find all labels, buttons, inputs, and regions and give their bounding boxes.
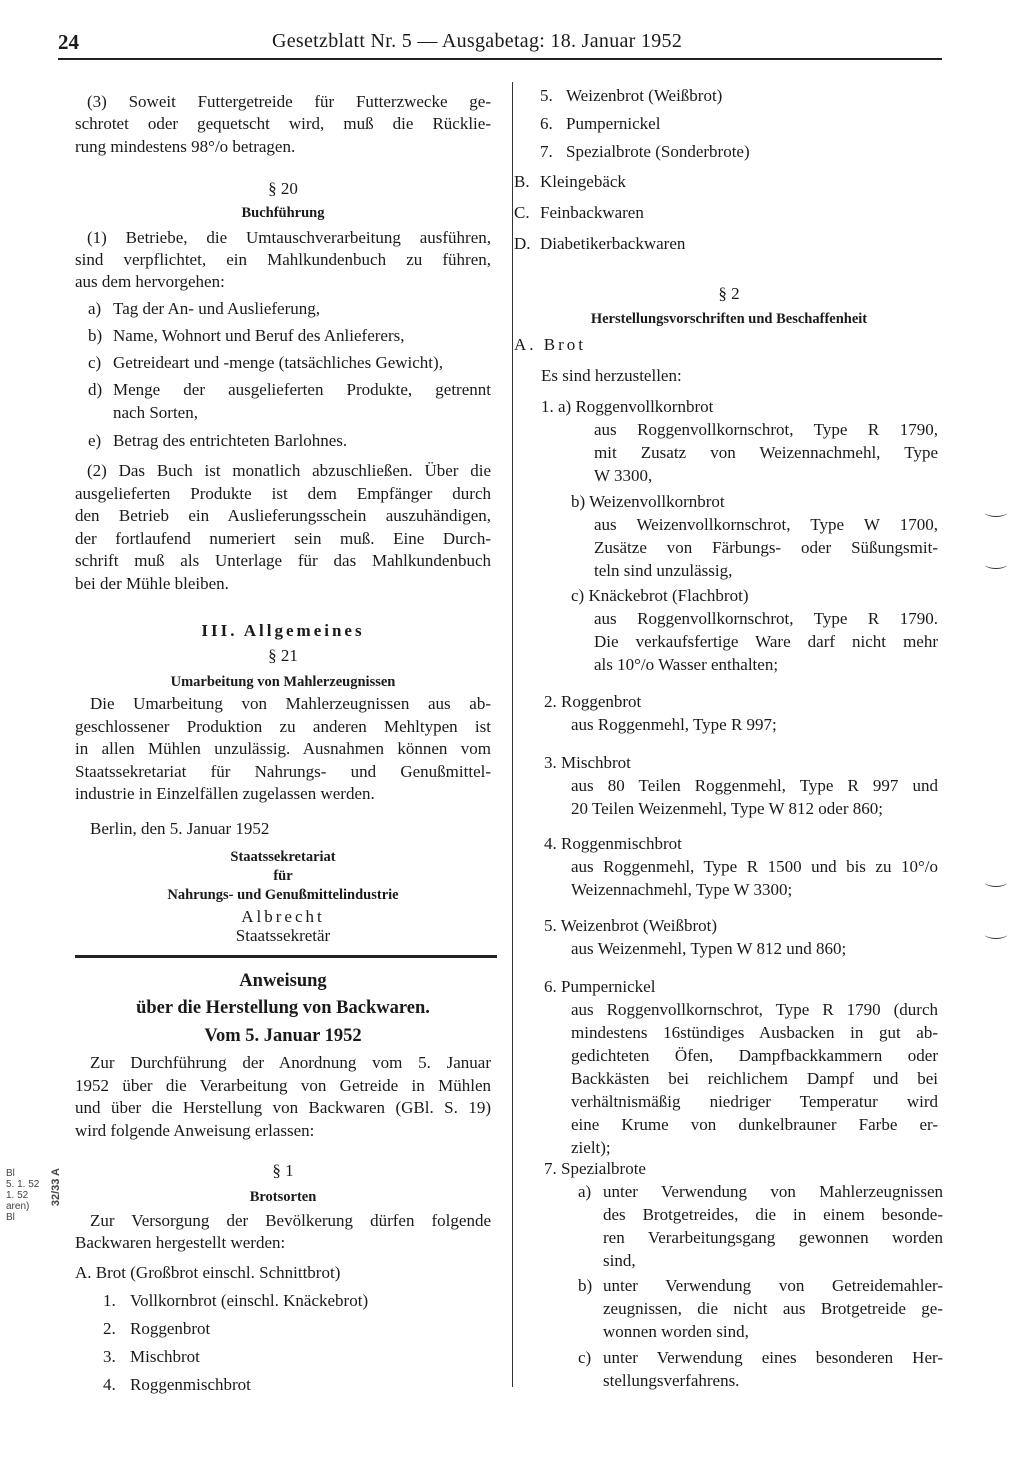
list-marker: 1. — [103, 1291, 116, 1310]
list-item-label: 2. Roggenbrot — [544, 692, 642, 711]
paragraph-line: (3) Soweit Futtergetreide für Futterzwecke ge- — [87, 92, 491, 111]
paragraph-line: sind verpflichtet, ein Mahlkundenbuch zu führen, — [75, 250, 491, 269]
page-number: 24 — [58, 30, 79, 54]
list-item-text: Diabetikerbackwaren — [540, 234, 686, 253]
signature-org: für — [273, 868, 293, 884]
list-item-text: verhältnismäßig niedriger Temperatur wird — [571, 1092, 938, 1111]
list-marker: c) — [88, 353, 102, 372]
document-date: Vom 5. Januar 1952 — [204, 1026, 362, 1046]
list-item-text: 20 Teilen Weizenmehl, Type W 812 oder 860; — [571, 799, 883, 818]
list-item-text: als 10°/o Wasser enthalten; — [594, 655, 779, 674]
list-item-text: ren Verarbeitungsgang gewonnen worden — [603, 1228, 943, 1247]
paragraph-line: 1952 über die Verarbeitung von Getreide in Mühlen — [75, 1075, 491, 1095]
list-marker: d) — [88, 380, 103, 399]
list-heading: A. Brot — [514, 335, 586, 354]
paragraph-line: Zur Versorgung der Bevölkerung dürfen folgende — [90, 1211, 491, 1230]
list-item-text: des Brotgetreides, die in einem besonde- — [603, 1205, 943, 1224]
list-marker: D. — [514, 234, 531, 253]
list-marker: C. — [514, 203, 530, 222]
margin-tick-mark — [985, 878, 1007, 887]
list-item-text: aus Weizenmehl, Typen W 812 und 860; — [571, 939, 847, 958]
list-item-text: stellungsverfahrens. — [603, 1371, 740, 1390]
paragraph-line: den Betrieb ein Auslieferungsschein auszuhändigen, — [75, 506, 491, 525]
section-title: Brotsorten — [249, 1189, 317, 1205]
list-item-text: aus 80 Teilen Roggenmehl, Type R 997 und — [571, 776, 938, 795]
list-item-label: 7. Spezialbrote — [544, 1159, 646, 1178]
list-marker: e) — [88, 431, 102, 450]
list-marker: a) — [578, 1182, 592, 1201]
margin-tick-mark — [985, 560, 1007, 569]
list-item-text: Getreideart und -menge (tatsächliches Gewicht), — [113, 353, 443, 372]
list-item-text: Vollkornbrot (einschl. Knäckebrot) — [130, 1291, 369, 1310]
paragraph-line: rung mindestens 98°/o betragen. — [75, 137, 296, 156]
list-item-text: gedichteten Öfen, Dampfbackkammern oder — [571, 1046, 938, 1065]
list-item-text: Kleingebäck — [540, 172, 626, 191]
section-number: § 1 — [272, 1161, 294, 1180]
running-header: Gesetzblatt Nr. 5 — Ausgabetag: 18. Januar 1952 — [272, 30, 683, 52]
list-item-text: mindestens 16stündiges Ausbacken in gut ab- — [571, 1023, 938, 1042]
list-item-text: Weizenbrot (Weißbrot) — [566, 86, 723, 105]
list-marker: b) — [88, 326, 103, 345]
section-separator-rule — [75, 955, 497, 958]
signature-org: Nahrungs- und Genußmittelindustrie — [167, 887, 399, 903]
paragraph-line: ausgelieferten Produkte ist dem Empfänger durch — [75, 483, 491, 503]
paragraph-line: (2) Das Buch ist monatlich abzuschließen. Über die — [87, 461, 491, 480]
list-item-text: Name, Wohnort und Beruf des Anlieferers, — [113, 326, 405, 345]
paragraph-line: Backwaren hergestellt werden: — [75, 1233, 286, 1252]
paragraph-line: wird folgende Anweisung erlassen: — [75, 1120, 315, 1140]
list-marker: b) — [578, 1276, 593, 1295]
list-heading: A. Brot (Großbrot einschl. Schnittbrot) — [75, 1263, 341, 1282]
list-item-label: 1. a) Roggenvollkornbrot — [541, 397, 714, 416]
list-item-text: Feinbackwaren — [540, 203, 644, 222]
list-item-label: 6. Pumpernickel — [544, 977, 656, 996]
list-item-text: Weizennachmehl, Type W 3300; — [571, 880, 793, 899]
section-number: § 21 — [268, 646, 298, 665]
list-item-text: aus Roggenvollkornschrot, Type R 1790, — [594, 420, 938, 439]
list-item-text: zielt); — [571, 1138, 611, 1157]
list-marker: 3. — [103, 1347, 116, 1366]
list-item-text: eine Krume von dunkelbrauner Farbe er- — [571, 1115, 938, 1134]
margin-note: Bl 5. 1. 52 1. 52 aren) Bl — [6, 1168, 40, 1223]
list-item-text: nach Sorten, — [113, 403, 198, 422]
list-item-label: 4. Roggenmischbrot — [544, 834, 682, 853]
part-title: III. Allgemeines — [201, 621, 365, 640]
list-item-text: unter Verwendung von Getreidemahler- — [603, 1276, 943, 1295]
list-item-text: Backkästen bei reichlichem Dampf und bei — [571, 1069, 938, 1088]
list-item-text: teln sind unzulässig, — [594, 561, 733, 580]
list-item-text: Spezialbrote (Sonderbrote) — [566, 142, 750, 161]
list-item-text: unter Verwendung eines besonderen Her- — [603, 1348, 943, 1367]
paragraph-line: schrift muß als Unterlage für das Mahlkundenbuch — [75, 551, 491, 570]
paragraph-line: aus dem hervorgehen: — [75, 272, 225, 291]
list-item-text: aus Weizenvollkornschrot, Type W 1700, — [594, 515, 938, 534]
list-item-text: Mischbrot — [130, 1347, 200, 1366]
paragraph-line: Zur Durchführung der Anordnung vom 5. Januar — [90, 1053, 491, 1072]
list-item-text: Zusätze von Färbungs- oder Süßungsmit- — [594, 538, 938, 557]
paragraph-line: Staatssekretariat für Nahrungs- und Genußmittel- — [75, 761, 491, 781]
list-item-text: Roggenbrot — [130, 1319, 211, 1338]
list-item-text: aus Roggenmehl, Type R 997; — [571, 715, 777, 734]
section-title: Umarbeitung von Mahlerzeugnissen — [170, 674, 396, 690]
document-title: über die Herstellung von Backwaren. — [136, 998, 430, 1018]
paragraph-line: und über die Herstellung von Backwaren (GBl. S. 19) — [75, 1098, 491, 1117]
signature-org: Staatssekretariat — [230, 849, 336, 865]
list-item-text: unter Verwendung von Mahlerzeugnissen — [603, 1182, 943, 1201]
list-item-text: aus Roggenvollkornschrot, Type R 1790 (durch — [571, 1000, 938, 1019]
margin-tick-mark — [985, 508, 1007, 517]
list-marker: a) — [88, 299, 102, 318]
list-item-text: Roggenmischbrot — [130, 1375, 251, 1394]
list-marker: c) — [578, 1348, 592, 1367]
list-item-text: mit Zusatz von Weizennachmehl, Type — [594, 443, 938, 462]
margin-stamp: 32/33 A — [50, 1168, 62, 1207]
list-marker: 2. — [103, 1319, 116, 1338]
list-item-text: zeugnissen, die nicht aus Brotgetreide ge- — [603, 1299, 943, 1318]
margin-tick-mark — [985, 930, 1007, 939]
list-marker: B. — [514, 172, 530, 191]
list-marker: 6. — [540, 114, 553, 133]
document-title: Anweisung — [239, 971, 327, 991]
header-rule — [58, 58, 942, 60]
list-item-text: aus Roggenmehl, Type R 1500 und bis zu 10°/o — [571, 857, 938, 876]
column-divider — [512, 82, 513, 1387]
list-item-label: 3. Mischbrot — [544, 753, 631, 772]
signature-role: Staatssekretär — [235, 926, 331, 945]
list-marker: 7. — [540, 142, 553, 161]
list-item-text: aus Roggenvollkornschrot, Type R 1790. — [594, 609, 938, 628]
list-item-text: wonnen worden sind, — [603, 1322, 749, 1341]
paragraph-line: in allen Mühlen unzulässig. Ausnahmen können vom — [75, 739, 491, 758]
section-title: Buchführung — [241, 205, 325, 221]
paragraph-line: der fortlaufend numeriert sein muß. Eine Durch- — [75, 528, 491, 548]
paragraph-line: schrotet oder gequetscht wird, muß die Rücklie- — [75, 114, 491, 133]
paragraph-line: industrie in Einzelfällen zugelassen werden. — [75, 784, 375, 803]
signature-name: Albrecht — [241, 907, 325, 926]
list-item-text: Tag der An- und Auslieferung, — [113, 299, 321, 318]
paragraph-line: Die Umarbeitung von Mahlerzeugnissen aus ab- — [90, 694, 491, 713]
list-item-text: Betrag des entrichteten Barlohnes. — [113, 431, 348, 450]
list-item-text: Pumpernickel — [566, 114, 661, 133]
list-item-text: Menge der ausgelieferten Produkte, getrennt — [113, 380, 491, 399]
list-item-text: W 3300, — [594, 466, 653, 485]
list-item-label: c) Knäckebrot (Flachbrot) — [571, 586, 749, 605]
paragraph-line: geschlossener Produktion zu anderen Mehltypen ist — [75, 716, 491, 736]
list-marker: 5. — [540, 86, 553, 105]
list-item-label: b) Weizenvollkornbrot — [571, 492, 725, 511]
section-number: § 20 — [268, 179, 298, 198]
list-item-label: 5. Weizenbrot (Weißbrot) — [544, 916, 718, 935]
place-date: Berlin, den 5. Januar 1952 — [90, 819, 270, 838]
list-item-text: sind, — [603, 1251, 636, 1270]
list-marker: 4. — [103, 1375, 116, 1394]
list-item-text: Die verkaufsfertige Ware darf nicht mehr — [594, 632, 938, 651]
paragraph-line: Es sind herzustellen: — [541, 366, 682, 385]
paragraph-line: (1) Betriebe, die Umtauschverarbeitung ausführen, — [87, 228, 491, 247]
section-title: Herstellungsvorschriften und Beschaffenheit — [590, 311, 868, 327]
paragraph-line: bei der Mühle bleiben. — [75, 573, 229, 593]
section-number: § 2 — [718, 284, 740, 303]
